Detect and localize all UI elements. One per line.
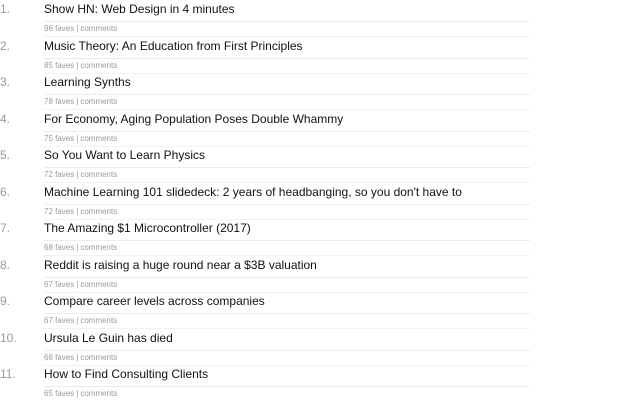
meta-separator: | xyxy=(76,24,79,33)
faves-count: 72 faves xyxy=(44,206,75,216)
story-rank: 10. xyxy=(0,330,17,345)
comments-link[interactable]: comments xyxy=(80,170,118,179)
divider xyxy=(44,277,530,278)
meta-separator: | xyxy=(76,60,79,70)
story-rank: 8. xyxy=(0,257,11,272)
faves-count: 96 faves xyxy=(44,24,75,33)
faves-count: 65 faves xyxy=(44,389,75,398)
story-rank: 5. xyxy=(0,148,11,162)
story-rank: 3. xyxy=(0,75,11,89)
story-rank: 2. xyxy=(0,38,11,53)
faves-count: 85 faves xyxy=(44,60,75,70)
divider xyxy=(44,240,530,241)
divider xyxy=(44,94,530,95)
story-meta xyxy=(44,97,117,107)
divider xyxy=(44,58,530,59)
faves-count: 68 faves xyxy=(44,243,75,252)
story-rank: 9. xyxy=(0,294,11,308)
meta-separator: | xyxy=(76,316,79,325)
faves-count: 78 faves xyxy=(44,97,75,106)
divider xyxy=(44,204,530,205)
story-title-link[interactable]: So You Want to Learn Physics xyxy=(44,148,205,162)
faves-count: 66 faves xyxy=(44,352,75,362)
comments-link[interactable]: comments xyxy=(80,60,118,70)
story-rank: 11. xyxy=(0,367,16,381)
comments-link[interactable]: comments xyxy=(80,97,118,106)
story-item xyxy=(0,38,530,75)
story-meta xyxy=(44,207,117,217)
meta-separator: | xyxy=(76,170,79,179)
faves-count: 67 faves xyxy=(44,279,75,289)
story-meta xyxy=(44,243,117,253)
story-meta xyxy=(44,353,117,363)
story-item xyxy=(0,74,530,111)
story-rank: 6. xyxy=(0,184,11,199)
story-meta xyxy=(44,316,117,326)
comments-link[interactable]: comments xyxy=(80,316,118,325)
story-meta xyxy=(44,61,117,71)
divider xyxy=(44,21,530,22)
story-title-link[interactable]: Reddit is raising a huge round near a $3B valuation xyxy=(44,257,317,272)
faves-count: 67 faves xyxy=(44,316,75,325)
comments-link[interactable]: comments xyxy=(80,389,118,398)
story-meta xyxy=(44,280,117,290)
story-title-link[interactable]: How to Find Consulting Clients xyxy=(44,367,209,381)
divider xyxy=(44,350,530,351)
comments-link[interactable]: comments xyxy=(80,206,118,216)
story-meta xyxy=(44,389,117,399)
story-item xyxy=(0,111,530,148)
comments-link[interactable]: comments xyxy=(80,243,118,252)
divider xyxy=(44,313,530,314)
story-title-link[interactable]: For Economy, Aging Population Poses Double Whammy xyxy=(44,111,344,126)
story-item xyxy=(0,147,530,184)
story-meta xyxy=(44,24,117,34)
meta-separator: | xyxy=(76,279,79,289)
story-rank: 7. xyxy=(0,221,11,235)
story-meta xyxy=(44,134,117,144)
divider xyxy=(44,167,530,168)
meta-separator: | xyxy=(76,352,79,362)
faves-count: 75 faves xyxy=(44,133,75,143)
story-item xyxy=(0,330,530,367)
story-title-link[interactable]: Music Theory: An Education from First Principles xyxy=(44,38,303,53)
story-title-link[interactable]: Ursula Le Guin has died xyxy=(44,330,173,345)
story-rank: 1. xyxy=(0,2,11,16)
faves-count: 72 faves xyxy=(44,170,75,179)
divider xyxy=(44,131,530,132)
story-rank: 4. xyxy=(0,111,11,126)
comments-link[interactable]: comments xyxy=(80,279,118,289)
story-title-link[interactable]: Learning Synths xyxy=(44,75,131,89)
meta-separator: | xyxy=(76,389,79,398)
story-item xyxy=(0,184,530,221)
meta-separator: | xyxy=(76,243,79,252)
story-title-link[interactable]: The Amazing $1 Microcontroller (2017) xyxy=(44,221,251,235)
meta-separator: | xyxy=(76,206,79,216)
story-title-link[interactable]: Show HN: Web Design in 4 minutes xyxy=(44,2,235,16)
meta-separator: | xyxy=(76,133,79,143)
story-item xyxy=(0,257,530,294)
story-item xyxy=(0,1,530,38)
story-item xyxy=(0,220,530,257)
comments-link[interactable]: comments xyxy=(80,133,118,143)
story-item xyxy=(0,366,530,400)
story-meta xyxy=(44,170,117,180)
story-item xyxy=(0,293,530,330)
divider xyxy=(44,386,530,387)
story-title-link[interactable]: Machine Learning 101 slidedeck: 2 years of headbanging, so you don't have to xyxy=(44,184,462,199)
comments-link[interactable]: comments xyxy=(80,24,118,33)
meta-separator: | xyxy=(76,97,79,106)
comments-link[interactable]: comments xyxy=(80,352,118,362)
story-title-link[interactable]: Compare career levels across companies xyxy=(44,294,265,308)
